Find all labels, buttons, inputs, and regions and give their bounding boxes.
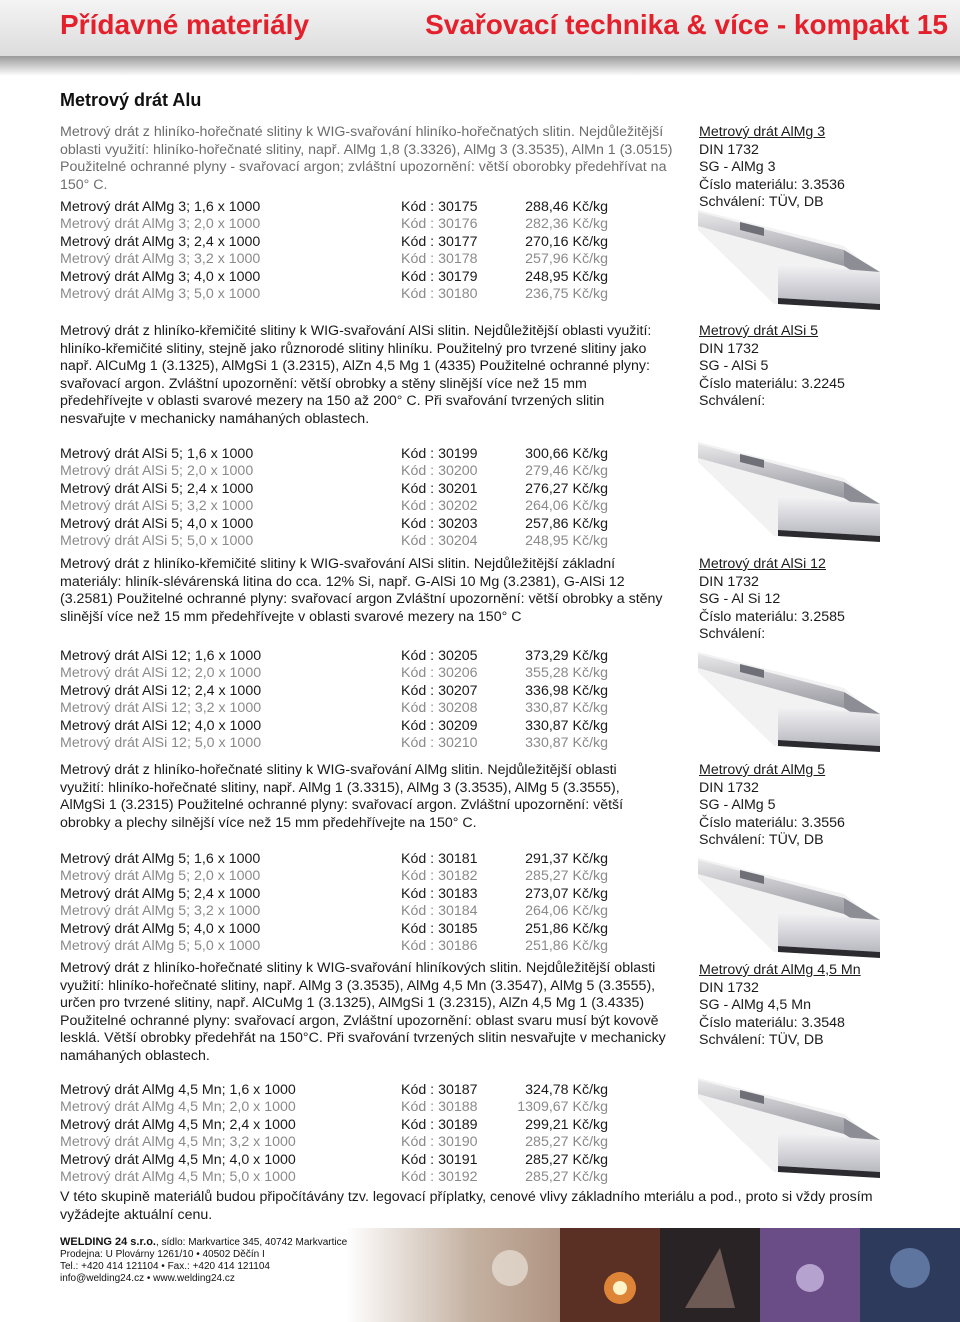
product-code: Kód : 30208 <box>401 700 478 716</box>
group-almg45mn-description: Metrový drát z hliníko-hořečnaté slitiny k WIG-svařování hliníkových slitin. Nejdůležitější oblasti využití: hliníko-hořečnaté slitiny, např. AlMg 3 (3.3535), AlMg 4,5 Mn (3.3547), AlMg 5 (3.3555), určen pro tvrzené slitiny, např. AlCuMg 1 (3.1325), AlMgSi 1 (3.2315), AlZn 4,5 Mg 1 (3.4335) Použitelné ochranné plyny: svařovací argon, Zvláštní upozornění: oblast svaru musí být kovově lesklá. Větší obrobky předehřát na 150°C. Při svařování tvrzených slitin nesvařujte v mechanicky namáhaných oblastech. <box>60 960 666 1064</box>
product-name: Metrový drát AlMg 5; 1,6 x 1000 <box>60 851 261 867</box>
product-name: Metrový drát AlMg 5; 2,4 x 1000 <box>60 886 261 902</box>
product-name: Metrový drát AlSi 12; 2,4 x 1000 <box>60 683 262 699</box>
spec-box-alsi12 <box>699 556 845 644</box>
product-code: Kód : 30205 <box>401 648 478 664</box>
product-price: 285,27 Kč/kg <box>525 1134 608 1150</box>
product-name: Metrový drát AlSi 12; 1,6 x 1000 <box>60 648 262 664</box>
table-row <box>60 700 620 717</box>
product-code: Kód : 30206 <box>401 665 478 681</box>
table-row <box>60 718 620 735</box>
product-price: 373,29 Kč/kg <box>525 648 608 664</box>
product-code: Kód : 30210 <box>401 735 478 751</box>
product-price: 264,06 Kč/kg <box>525 498 608 514</box>
table-row <box>60 683 620 700</box>
product-code: Kód : 30185 <box>401 921 478 937</box>
product-name: Metrový drát AlSi 12; 5,0 x 1000 <box>60 735 262 751</box>
table-row <box>60 1134 620 1151</box>
spec-approval: Schválení: TÜV, DB <box>699 1032 824 1048</box>
spec-sg: SG - AlSi 5 <box>699 358 769 374</box>
footer-phone: Tel.: +420 414 121104 • Fax.: +420 414 121104 <box>60 1261 270 1272</box>
product-code: Kód : 30202 <box>401 498 478 514</box>
spec-title: Metrový drát AlMg 5 <box>699 762 826 778</box>
product-name: Metrový drát AlMg 3; 1,6 x 1000 <box>60 199 261 215</box>
spec-sg: SG - AlMg 5 <box>699 797 776 813</box>
rod-image-alsi12 <box>694 648 884 756</box>
product-price: 291,37 Kč/kg <box>525 851 608 867</box>
product-price: 285,27 Kč/kg <box>525 1152 608 1168</box>
section-title: Metrový drát Alu <box>60 90 202 110</box>
product-code: Kód : 30180 <box>401 286 478 302</box>
product-price: 264,06 Kč/kg <box>525 903 608 919</box>
table-row <box>60 1169 620 1186</box>
product-price: 336,98 Kč/kg <box>525 683 608 699</box>
footer-web[interactable]: info@welding24.cz • www.welding24.cz <box>60 1273 235 1284</box>
spec-approval: Schválení: TÜV, DB <box>699 194 824 210</box>
product-code: Kód : 30176 <box>401 216 478 232</box>
table-row <box>60 533 620 550</box>
table-row <box>60 446 620 463</box>
product-code: Kód : 30189 <box>401 1117 478 1133</box>
table-row <box>60 199 620 216</box>
product-price: 251,86 Kč/kg <box>525 938 608 954</box>
group-alsi5-description: Metrový drát z hliníko-křemičité slitiny k WIG-svařování AlSi slitin. Nejdůležitější oblasti využití: hliníko-křemičité slitiny, stejně jako různorodé slitiny hliníku. Použitelný pro tvrzené slitiny jako např. AlCuMg 1 (3.1325), AlMgSi 1 (3.2315), AlZn 4,5 Mg 1 (4335) Použitelné ochranné plyny: svařovací argon. Zvláštní upozornění: větší obrobky a stěny slinější více než 15 mm předehřívejte v oblasti svarové mezery na 150 až 200° C. Při svařování tvrzených slitin nesvařujte v mechanicky namáhaných oblastech. <box>60 323 652 427</box>
spec-title: Metrový drát AlSi 5 <box>699 323 819 339</box>
product-price: 257,86 Kč/kg <box>525 516 608 532</box>
group-almg5-description: Metrový drát z hliníko-hořečnaté slitiny k WIG-svařování AlMg slitin. Nejdůležitější oblasti využití: hliníko-hořečnaté slitiny, např. AlMg 1 (3.3315), AlMg 3 (3.3535), AlMg 5 (3.3555), AlMgSi 1 (3.2315) Použitelné ochranné plyny: svařovací argon. Zvláštní upozornění: větší obrobky a plechy silnější více než 15 mm předehřívejte na 150° C. <box>60 762 624 831</box>
spec-title: Metrový drát AlMg 4,5 Mn <box>699 962 861 978</box>
table-row <box>60 286 620 303</box>
group-alsi12-description: Metrový drát z hliníko-křemičité slitiny k WIG-svařování AlSi slitin. Nejdůležitější základní materiály: hliník-slévárenská litina do cca. 12% Si, např. G-AlSi 10 Mg (3.2381), G-AlSi 12 (3.2581) Použitelné ochranné plyny: svařovací argon Zvláštní upozornění: větší obrobky a stěny slinější více než 15 mm předehřívejte v oblasti svarové mezery na 150° C <box>60 556 663 625</box>
header-category: Přídavné materiály <box>60 9 310 40</box>
product-name: Metrový drát AlMg 5; 4,0 x 1000 <box>60 921 261 937</box>
spec-material-number: Číslo materiálu: 3.3548 <box>699 1014 845 1031</box>
spec-box-almg3 <box>699 124 845 212</box>
product-price: 251,86 Kč/kg <box>525 921 608 937</box>
product-name: Metrový drát AlMg 4,5 Mn; 3,2 x 1000 <box>60 1134 296 1150</box>
table-row <box>60 216 620 233</box>
product-name: Metrový drát AlSi 5; 5,0 x 1000 <box>60 533 254 549</box>
spec-din: DIN 1732 <box>699 573 759 590</box>
product-name: Metrový drát AlMg 4,5 Mn; 2,4 x 1000 <box>60 1117 296 1133</box>
product-name: Metrový drát AlSi 5; 1,6 x 1000 <box>60 446 254 462</box>
rod-image-alsi5 <box>694 438 884 546</box>
spec-box-almg5 <box>699 762 845 850</box>
product-code: Kód : 30186 <box>401 938 478 954</box>
header-catalog-title: Svařovací technika & více - kompakt 15 <box>425 9 948 40</box>
product-code: Kód : 30199 <box>401 446 478 462</box>
product-price: 236,75 Kč/kg <box>525 286 608 302</box>
product-price: 279,46 Kč/kg <box>525 463 608 479</box>
spec-approval: Schválení: <box>699 626 766 642</box>
spec-box-almg45mn <box>699 962 861 1050</box>
spec-sg: SG - Al Si 12 <box>699 591 781 607</box>
product-price: 270,16 Kč/kg <box>525 234 608 250</box>
product-code: Kód : 30177 <box>401 234 478 250</box>
product-code: Kód : 30200 <box>401 463 478 479</box>
product-name: Metrový drát AlSi 12; 3,2 x 1000 <box>60 700 262 716</box>
spec-material-number: Číslo materiálu: 3.2245 <box>699 375 845 392</box>
product-code: Kód : 30201 <box>401 481 478 497</box>
product-price: 285,27 Kč/kg <box>525 1169 608 1185</box>
product-name: Metrový drát AlMg 3; 2,0 x 1000 <box>60 216 261 232</box>
product-name: Metrový drát AlSi 5; 4,0 x 1000 <box>60 516 254 532</box>
product-name: Metrový drát AlSi 5; 2,0 x 1000 <box>60 463 254 479</box>
table-row <box>60 269 620 286</box>
product-name: Metrový drát AlMg 3; 4,0 x 1000 <box>60 269 261 285</box>
product-name: Metrový drát AlMg 4,5 Mn; 2,0 x 1000 <box>60 1099 296 1115</box>
table-row <box>60 1152 620 1169</box>
footer-company: WELDING 24 s.r.o. <box>60 1236 156 1248</box>
product-price: 257,96 Kč/kg <box>525 251 608 267</box>
product-price: 299,21 Kč/kg <box>525 1117 608 1133</box>
table-row <box>60 921 620 938</box>
product-code: Kód : 30203 <box>401 516 478 532</box>
group-almg3-description: Metrový drát z hliníko-hořečnaté slitiny k WIG-svařování hliníko-hořečnatých slitin. Nejdůležitější oblasti využití: hliníko-hořečnaté slitiny, např. AlMg 1,8 (3.3326), AlMg 3 (3.3535), AlMn 1 (3.0515) Použitelné ochranné plyny - svařovací argon; zvláštní upozornění: větší oborobky předehřívat na 150° C. <box>60 124 673 193</box>
product-price: 330,87 Kč/kg <box>525 700 608 716</box>
product-price: 273,07 Kč/kg <box>525 886 608 902</box>
spec-approval: Schválení: TÜV, DB <box>699 832 824 848</box>
product-price: 355,28 Kč/kg <box>525 665 608 681</box>
product-code: Kód : 30187 <box>401 1082 478 1098</box>
product-price: 288,46 Kč/kg <box>525 199 608 215</box>
table-row <box>60 234 620 251</box>
table-row <box>60 851 620 868</box>
footer-branch: Prodejna: U Plovárny 1261/10 • 40502 Děčín I <box>60 1249 265 1260</box>
product-price: 330,87 Kč/kg <box>525 718 608 734</box>
spec-material-number: Číslo materiálu: 3.2585 <box>699 608 845 625</box>
product-code: Kód : 30184 <box>401 903 478 919</box>
rod-image-almg5 <box>694 854 884 962</box>
product-code: Kód : 30183 <box>401 886 478 902</box>
spec-din: DIN 1732 <box>699 779 759 796</box>
product-price: 1309,67 Kč/kg <box>517 1099 608 1115</box>
table-row <box>60 938 620 955</box>
product-name: Metrový drát AlMg 5; 2,0 x 1000 <box>60 868 261 884</box>
spec-material-number: Číslo materiálu: 3.3536 <box>699 176 845 193</box>
product-code: Kód : 30190 <box>401 1134 478 1150</box>
product-price: 248,95 Kč/kg <box>525 533 608 549</box>
header-shadow <box>0 56 960 76</box>
product-name: Metrový drát AlSi 12; 2,0 x 1000 <box>60 665 262 681</box>
product-name: Metrový drát AlMg 5; 5,0 x 1000 <box>60 938 261 954</box>
price-footnote: V této skupině materiálů budou připočítávány tzv. legovací příplatky, cenové vlivy základního mteriálu a pod., proto si vždy prosím vyžádejte aktuální cenu. <box>60 1189 873 1223</box>
product-price: 248,95 Kč/kg <box>525 269 608 285</box>
table-row <box>60 886 620 903</box>
footer-contact <box>60 1236 347 1285</box>
product-name: Metrový drát AlMg 5; 3,2 x 1000 <box>60 903 261 919</box>
table-row <box>60 665 620 682</box>
product-name: Metrový drát AlMg 4,5 Mn; 4,0 x 1000 <box>60 1152 296 1168</box>
product-code: Kód : 30207 <box>401 683 478 699</box>
table-row <box>60 735 620 752</box>
product-code: Kód : 30209 <box>401 718 478 734</box>
table-row <box>60 1099 620 1116</box>
product-price: 282,36 Kč/kg <box>525 216 608 232</box>
table-row <box>60 868 620 885</box>
product-code: Kód : 30178 <box>401 251 478 267</box>
product-price: 285,27 Kč/kg <box>525 868 608 884</box>
spec-din: DIN 1732 <box>699 141 759 158</box>
footer-photo-strip <box>470 1228 960 1322</box>
spec-material-number: Číslo materiálu: 3.3556 <box>699 814 845 831</box>
spec-sg: SG - AlMg 3 <box>699 159 776 175</box>
table-row <box>60 903 620 920</box>
spec-box-alsi5 <box>699 323 845 411</box>
table-row <box>60 1117 620 1134</box>
spec-title: Metrový drát AlMg 3 <box>699 124 826 140</box>
product-code: Kód : 30182 <box>401 868 478 884</box>
product-price: 300,66 Kč/kg <box>525 446 608 462</box>
product-name: Metrový drát AlMg 4,5 Mn; 1,6 x 1000 <box>60 1082 296 1098</box>
spec-title: Metrový drát AlSi 12 <box>699 556 826 572</box>
product-price: 324,78 Kč/kg <box>525 1082 608 1098</box>
product-price: 330,87 Kč/kg <box>525 735 608 751</box>
table-row <box>60 251 620 268</box>
product-code: Kód : 30191 <box>401 1152 478 1168</box>
table-row <box>60 463 620 480</box>
product-name: Metrový drát AlSi 5; 3,2 x 1000 <box>60 498 254 514</box>
product-name: Metrový drát AlMg 4,5 Mn; 5,0 x 1000 <box>60 1169 296 1185</box>
rod-image-almg3 <box>694 206 884 314</box>
product-name: Metrový drát AlMg 3; 2,4 x 1000 <box>60 234 261 250</box>
spec-sg: SG - AlMg 4,5 Mn <box>699 997 811 1013</box>
footer-seat: , sídlo: Markvartice 345, 40742 Markvartice <box>155 1237 348 1248</box>
product-name: Metrový drát AlSi 5; 2,4 x 1000 <box>60 481 254 497</box>
table-row <box>60 516 620 533</box>
product-name: Metrový drát AlMg 3; 3,2 x 1000 <box>60 251 261 267</box>
product-code: Kód : 30179 <box>401 269 478 285</box>
product-price: 276,27 Kč/kg <box>525 481 608 497</box>
table-row <box>60 648 620 665</box>
product-code: Kód : 30204 <box>401 533 478 549</box>
product-code: Kód : 30175 <box>401 199 478 215</box>
product-code: Kód : 30181 <box>401 851 478 867</box>
product-name: Metrový drát AlMg 3; 5,0 x 1000 <box>60 286 261 302</box>
spec-din: DIN 1732 <box>699 979 759 996</box>
product-code: Kód : 30192 <box>401 1169 478 1185</box>
table-row <box>60 498 620 515</box>
table-row <box>60 481 620 498</box>
spec-approval: Schválení: <box>699 393 766 409</box>
product-name: Metrový drát AlSi 12; 4,0 x 1000 <box>60 718 262 734</box>
product-code: Kód : 30188 <box>401 1099 478 1115</box>
spec-din: DIN 1732 <box>699 340 759 357</box>
rod-image-almg45mn <box>694 1074 884 1182</box>
table-row <box>60 1082 620 1099</box>
